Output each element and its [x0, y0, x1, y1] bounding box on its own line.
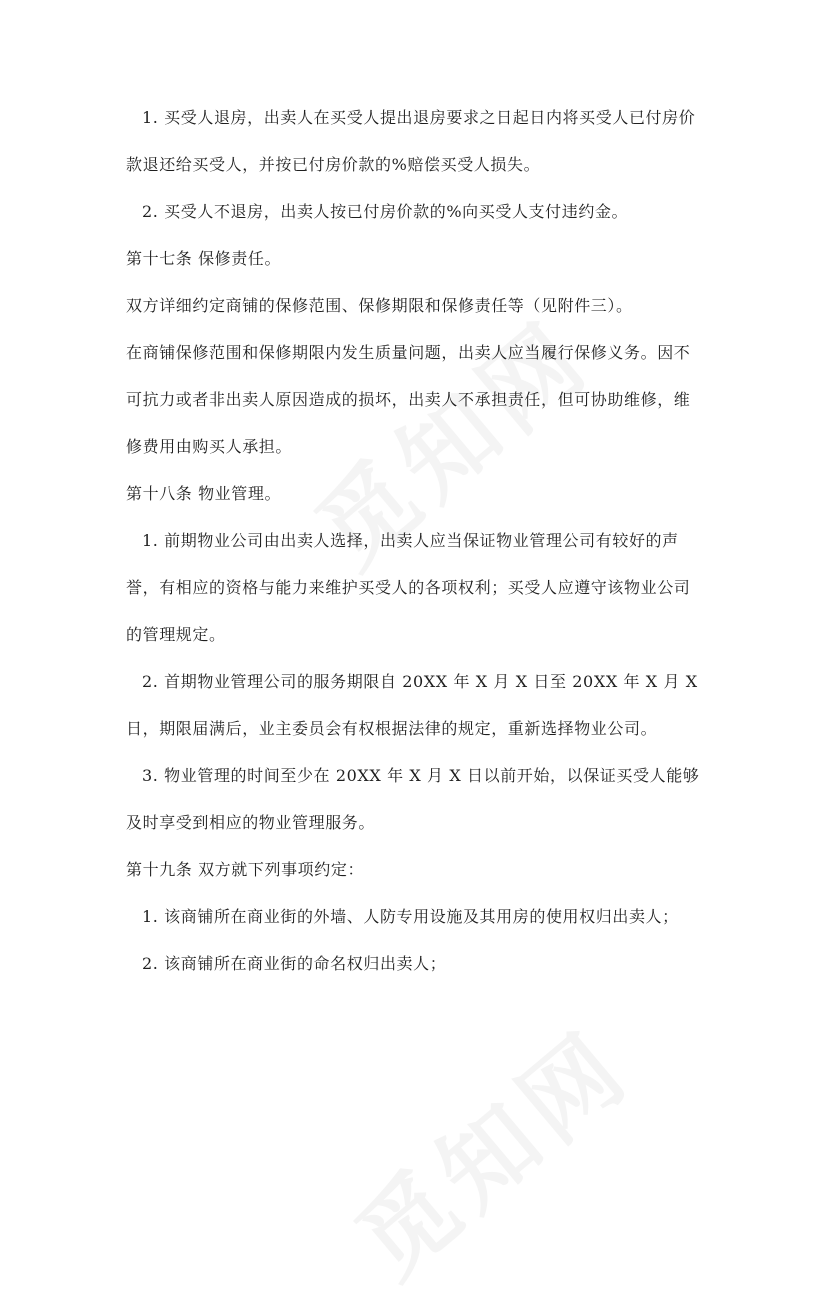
paragraph-line: 2. 首期物业管理公司的服务期限自 20XX 年 X 月 X 日至 20XX 年 X 月 X [142, 672, 698, 691]
paragraph-line: 2. 买受人不退房，出卖人按已付房价款的%向买受人支付违约金。 [142, 202, 629, 221]
paragraph-line: 1. 该商铺所在商业街的外墙、人防专用设施及其用房的使用权归出卖人； [142, 907, 679, 926]
section-heading: 第十九条 双方就下列事项约定： [126, 860, 365, 879]
watermark [323, 994, 655, 1303]
paragraph-line: 在商铺保修范围和保修期限内发生质量问题，出卖人应当履行保修义务。因不 [126, 343, 691, 362]
paragraph-line: 款退还给买受人，并按已付房价款的%赔偿买受人损失。 [126, 155, 541, 174]
section-heading: 第十八条 物业管理。 [126, 484, 282, 503]
paragraph-line: 2. 该商铺所在商业街的命名权归出卖人； [142, 954, 447, 973]
paragraph-line: 的管理规定。 [126, 625, 226, 644]
paragraph-line: 及时享受到相应的物业管理服务。 [126, 813, 376, 832]
paragraph-line: 1. 买受人退房，出卖人在买受人提出退房要求之日起日内将买受人已付房价 [142, 108, 696, 127]
paragraph-line: 誉，有相应的资格与能力来维护买受人的各项权利；买受人应遵守该物业公司 [126, 578, 691, 597]
paragraph-line: 日，期限届满后，业主委员会有权根据法律的规定，重新选择物业公司。 [126, 719, 658, 738]
paragraph-line: 修费用由购买人承担。 [126, 437, 293, 456]
paragraph-line: 3. 物业管理的时间至少在 20XX 年 X 月 X 日以前开始，以保证买受人能够 [142, 766, 700, 785]
paragraph-line: 1. 前期物业公司由出卖人选择，出卖人应当保证物业管理公司有较好的声 [142, 531, 679, 550]
paragraph-line: 可抗力或者非出卖人原因造成的损坏，出卖人不承担责任，但可协助维修，维 [126, 390, 691, 409]
paragraph-line: 双方详细约定商铺的保修范围、保修期限和保修责任等（见附件三）。 [126, 296, 633, 315]
section-heading: 第十七条 保修责任。 [126, 249, 282, 268]
